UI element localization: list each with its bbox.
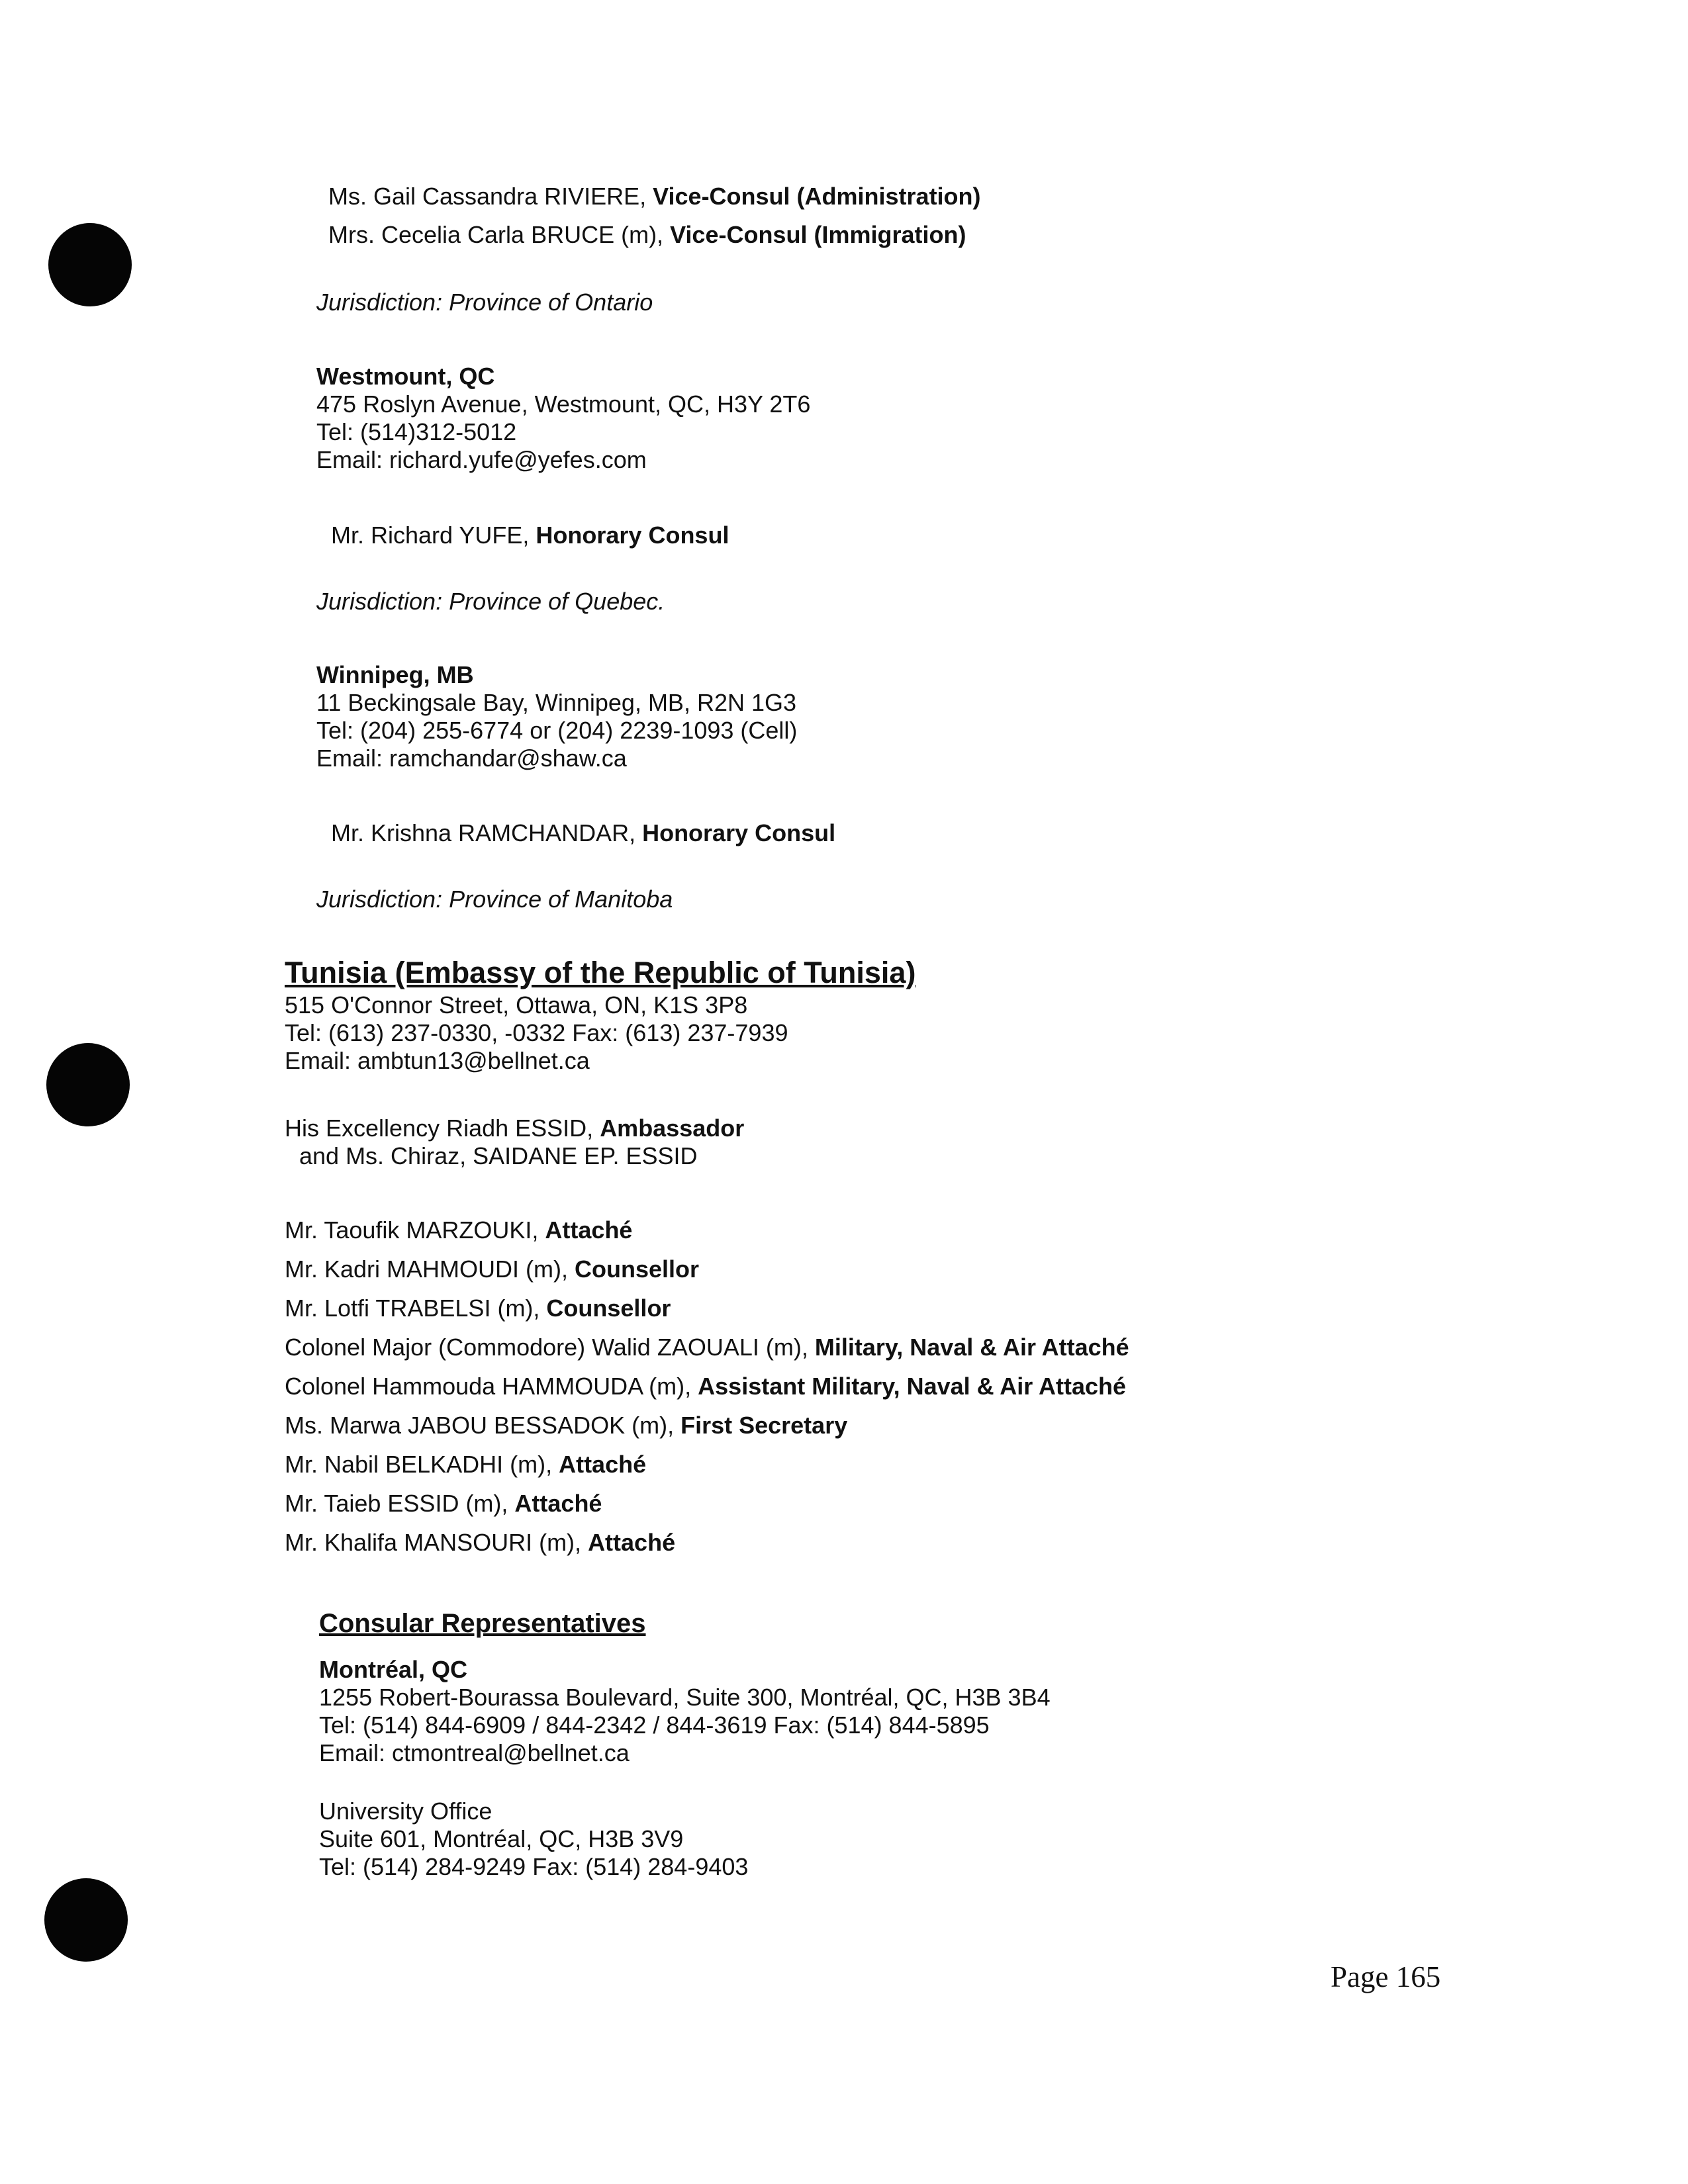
ambassador-line <box>285 1115 744 1142</box>
office-email: Email: ramchandar@shaw.ca <box>316 745 627 772</box>
staff-name: Mr. Taoufik MARZOUKI, <box>285 1216 545 1244</box>
staff-name: Ms. Marwa JABOU BESSADOK (m), <box>285 1412 681 1439</box>
staff-line <box>285 1216 632 1244</box>
staff-name: Mrs. Cecelia Carla BRUCE (m), <box>328 221 671 248</box>
consul-title: Honorary Consul <box>536 522 729 549</box>
staff-title: Attaché <box>588 1529 676 1556</box>
jurisdiction-text: Jurisdiction: Province of Quebec. <box>316 588 665 615</box>
jurisdiction-text: Jurisdiction: Province of Ontario <box>316 289 653 316</box>
office-address: 1255 Robert-Bourassa Boulevard, Suite 300, Montréal, QC, H3B 3B4 <box>319 1684 1051 1711</box>
staff-name: Mr. Khalifa MANSOURI (m), <box>285 1529 588 1556</box>
university-office-tel: Tel: (514) 284-9249 Fax: (514) 284-9403 <box>319 1853 749 1880</box>
binder-hole-middle <box>46 1043 130 1126</box>
staff-name: Ms. Gail Cassandra RIVIERE, <box>328 183 653 210</box>
consul-line <box>331 819 835 847</box>
page-number: Page 165 <box>1331 1960 1441 1993</box>
staff-line <box>285 1295 671 1322</box>
staff-title: First Secretary <box>680 1412 848 1439</box>
embassy-address: 515 O'Connor Street, Ottawa, ON, K1S 3P8 <box>285 991 748 1019</box>
jurisdiction-text: Jurisdiction: Province of Manitoba <box>316 886 673 913</box>
consul-name: Mr. Krishna RAMCHANDAR, <box>331 819 643 846</box>
staff-title: Vice-Consul (Immigration) <box>670 221 966 248</box>
office-address: 11 Beckingsale Bay, Winnipeg, MB, R2N 1G3 <box>316 689 797 716</box>
office-city: Winnipeg, MB <box>316 661 474 688</box>
staff-line <box>328 221 966 249</box>
staff-line <box>285 1255 699 1283</box>
section-heading: Consular Representatives <box>319 1609 646 1638</box>
binder-hole-top <box>48 223 132 306</box>
embassy-email: Email: ambtun13@bellnet.ca <box>285 1047 590 1074</box>
ambassador-name: His Excellency Riadh ESSID, <box>285 1115 600 1142</box>
staff-line <box>285 1490 602 1518</box>
country-heading: Tunisia (Embassy of the Republic of Tunisia) <box>285 956 916 989</box>
ambassador-title: Ambassador <box>600 1115 745 1142</box>
staff-line <box>285 1412 847 1439</box>
office-address: 475 Roslyn Avenue, Westmount, QC, H3Y 2T6 <box>316 390 811 418</box>
staff-title: Attaché <box>514 1490 602 1517</box>
staff-line <box>285 1334 1129 1361</box>
consul-name: Mr. Richard YUFE, <box>331 522 536 549</box>
staff-title: Counsellor <box>575 1255 700 1283</box>
staff-title: Counsellor <box>546 1295 671 1322</box>
staff-line <box>285 1373 1126 1400</box>
staff-title: Attaché <box>559 1451 647 1478</box>
staff-line <box>285 1529 675 1557</box>
office-email: Email: richard.yufe@yefes.com <box>316 446 647 473</box>
embassy-tel: Tel: (613) 237-0330, -0332 Fax: (613) 237-7939 <box>285 1019 788 1046</box>
staff-name: Colonel Major (Commodore) Walid ZAOUALI (m), <box>285 1334 815 1361</box>
staff-title: Attaché <box>545 1216 633 1244</box>
staff-name: Mr. Kadri MAHMOUDI (m), <box>285 1255 575 1283</box>
staff-name: Mr. Nabil BELKADHI (m), <box>285 1451 559 1478</box>
office-city: Westmount, QC <box>316 363 495 390</box>
staff-title: Assistant Military, Naval & Air Attaché <box>698 1373 1127 1400</box>
university-office-title: University Office <box>319 1797 492 1825</box>
staff-title: Vice-Consul (Administration) <box>653 183 981 210</box>
office-tel: Tel: (514) 844-6909 / 844-2342 / 844-3619 Fax: (514) 844-5895 <box>319 1711 990 1739</box>
staff-title: Military, Naval & Air Attaché <box>814 1334 1129 1361</box>
consul-line <box>331 522 729 549</box>
consul-title: Honorary Consul <box>642 819 836 846</box>
staff-line <box>328 183 981 210</box>
ambassador-spouse: and Ms. Chiraz, SAIDANE EP. ESSID <box>299 1142 698 1169</box>
office-tel: Tel: (514)312-5012 <box>316 418 517 445</box>
office-city: Montréal, QC <box>319 1656 468 1683</box>
staff-name: Mr. Taieb ESSID (m), <box>285 1490 515 1517</box>
staff-name: Colonel Hammouda HAMMOUDA (m), <box>285 1373 698 1400</box>
office-tel: Tel: (204) 255-6774 or (204) 2239-1093 (Cell) <box>316 717 798 744</box>
staff-line <box>285 1451 646 1479</box>
binder-hole-bottom <box>44 1878 128 1962</box>
staff-name: Mr. Lotfi TRABELSI (m), <box>285 1295 547 1322</box>
university-office-address: Suite 601, Montréal, QC, H3B 3V9 <box>319 1825 684 1852</box>
office-email: Email: ctmontreal@bellnet.ca <box>319 1739 630 1766</box>
